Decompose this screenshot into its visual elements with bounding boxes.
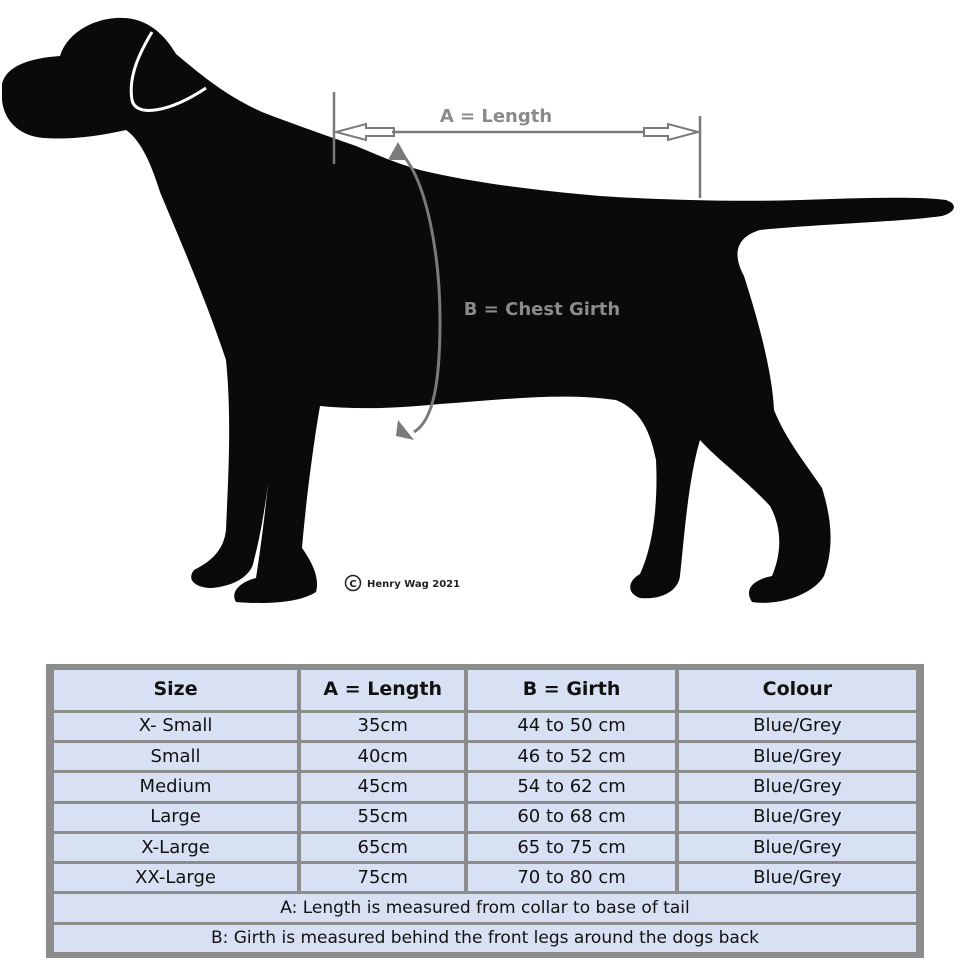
size-chart — [46, 664, 924, 958]
cell-length: 40cm — [301, 743, 464, 770]
girth-label: B = Chest Girth — [463, 299, 621, 320]
table-header-row — [54, 670, 916, 710]
cell-girth: 60 to 68 cm — [468, 804, 675, 831]
cell-length: 45cm — [301, 773, 464, 800]
cell-size: XX-Large — [54, 864, 297, 891]
cell-girth: 46 to 52 cm — [468, 743, 675, 770]
cell-length: 65cm — [301, 834, 464, 861]
cell-colour: Blue/Grey — [679, 743, 916, 770]
copyright-symbol: C — [349, 579, 357, 590]
table-row — [54, 713, 916, 740]
copyright-icon — [346, 576, 361, 591]
cell-colour: Blue/Grey — [679, 864, 916, 891]
cell-size: X-Large — [54, 834, 297, 861]
copyright-text: Henry Wag 2021 — [367, 579, 461, 590]
cell-size: Large — [54, 804, 297, 831]
cell-girth: 70 to 80 cm — [468, 864, 675, 891]
table-row — [54, 804, 916, 831]
cell-colour: Blue/Grey — [679, 773, 916, 800]
length-note: A: Length is measured from collar to base of tail — [54, 894, 916, 921]
table-row — [54, 743, 916, 770]
cell-colour: Blue/Grey — [679, 804, 916, 831]
cell-size: X- Small — [54, 713, 297, 740]
table-row — [54, 834, 916, 861]
table-row — [54, 864, 916, 891]
cell-size: Medium — [54, 773, 297, 800]
size-table — [50, 667, 920, 955]
header-colour: Colour — [679, 670, 916, 710]
cell-colour: Blue/Grey — [679, 834, 916, 861]
cell-size: Small — [54, 743, 297, 770]
cell-length: 75cm — [301, 864, 464, 891]
table-row — [54, 773, 916, 800]
cell-girth: 44 to 50 cm — [468, 713, 675, 740]
girth-note: B: Girth is measured behind the front legs around the dogs back — [54, 925, 916, 952]
cell-girth: 54 to 62 cm — [468, 773, 675, 800]
cell-girth: 65 to 75 cm — [468, 834, 675, 861]
table-note-row — [54, 894, 916, 921]
header-length: A = Length — [301, 670, 464, 710]
cell-length: 55cm — [301, 804, 464, 831]
table-note-row — [54, 925, 916, 952]
header-size: Size — [54, 670, 297, 710]
cell-length: 35cm — [301, 713, 464, 740]
cell-colour: Blue/Grey — [679, 713, 916, 740]
header-girth: B = Girth — [468, 670, 675, 710]
length-label: A = Length — [439, 106, 553, 127]
